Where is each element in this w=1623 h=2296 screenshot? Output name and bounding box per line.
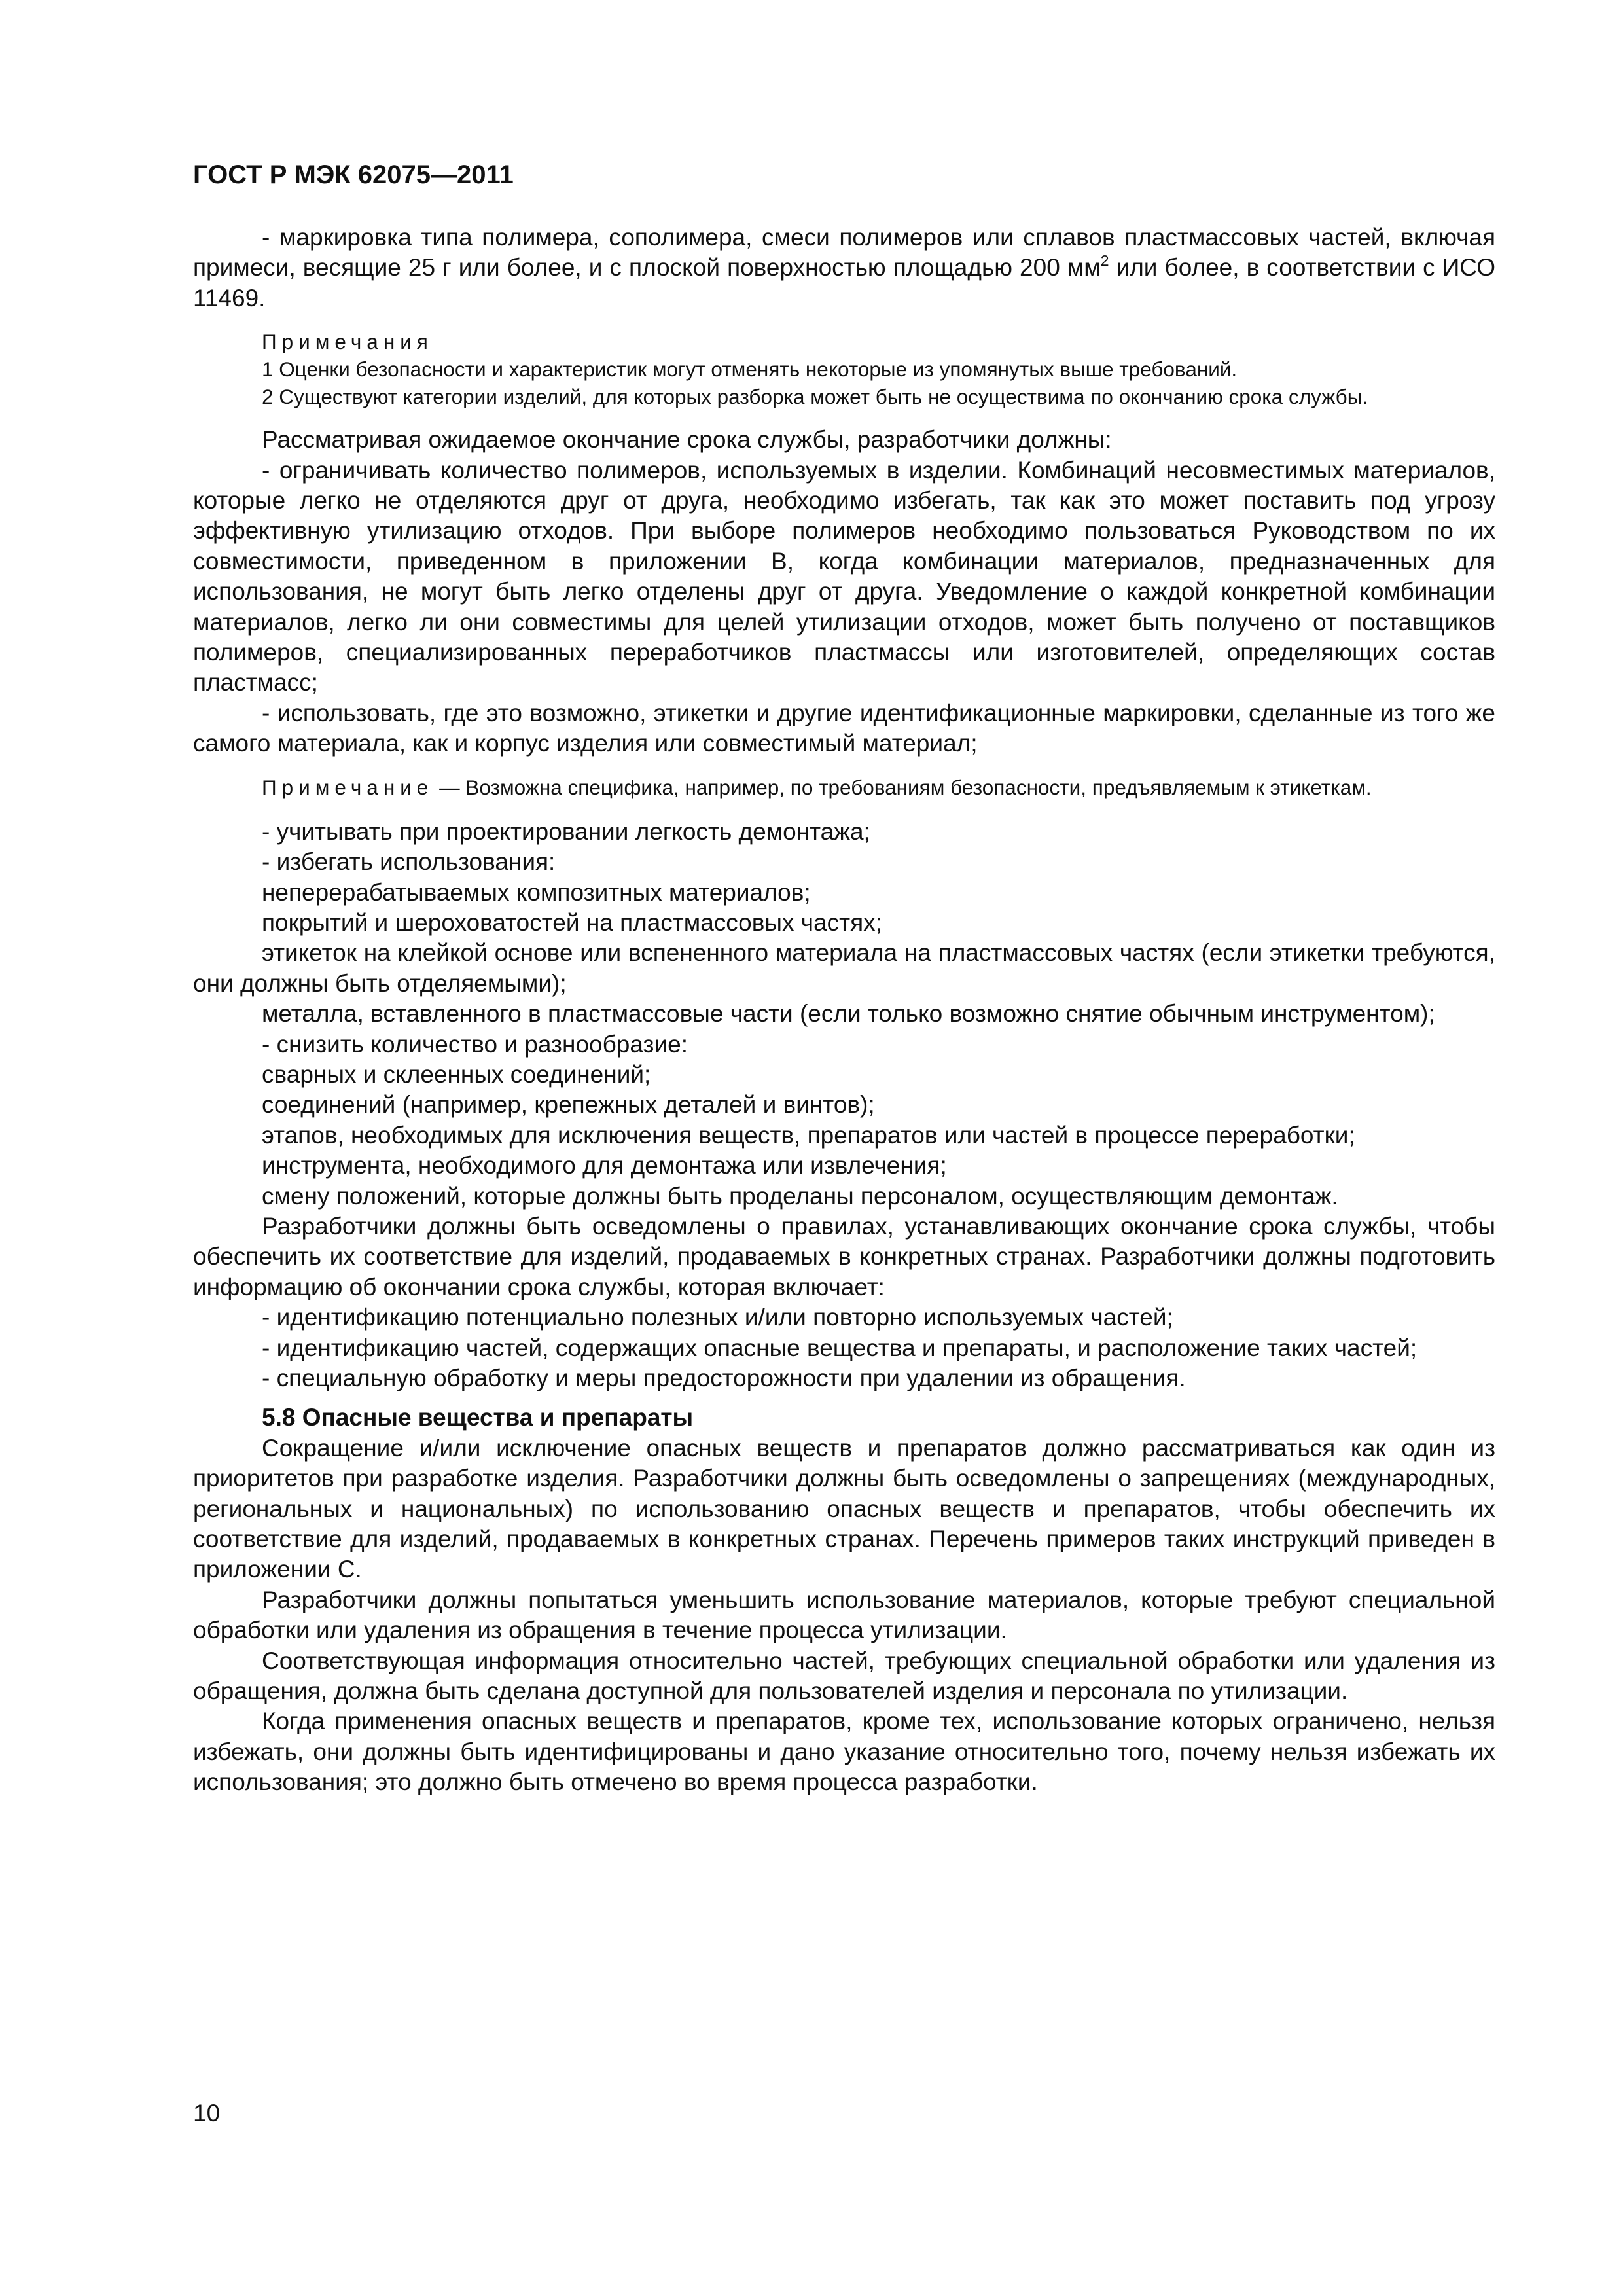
list-item: - идентификацию потенциально полезных и/или повторно используемых частей; — [262, 1304, 1173, 1331]
list-item: соединений (например, крепежных деталей и винтов); — [262, 1091, 875, 1119]
list-item: инструмента, необходимого для демонтажа или извлечения; — [262, 1152, 947, 1179]
list-item: неперерабатываемых композитных материалов; — [262, 878, 811, 906]
list-item: - специальную обработку и меры предосторожности при удалении из обращения. — [262, 1365, 1186, 1391]
document-header: ГОСТ Р МЭК 62075—2011 — [193, 160, 514, 189]
polymer-marking-tail: или более, в соответствии с ИСО 11469. — [193, 254, 1495, 312]
list-item: металла, вставленного в пластмассовые части (если только возможно снятие обычным инструментом); — [262, 1000, 1435, 1028]
list-item: - снизить количество и разнообразие: — [262, 1030, 688, 1058]
document-page — [193, 0, 1495, 2296]
section-paragraph: Разработчики должны попытаться уменьшить использование материалов, которые требуют специальной обработки или удаления из обращения в течение процесса утилизации. — [193, 1586, 1495, 1644]
limit-polymers-item: - ограничивать количество полимеров, используемых в изделии. Комбинаций несовместимых материалов, которые легко не отделяются друг от друга, необходимо избегать, так как это может поставить под угрозу эффективную утилизацию отходов. При выборе полимеров необходимо пользоваться Руководством по их совместимости, приведенном в приложении В, когда комбинации материалов, предназначенных для использования, не могут быть легко отделены друг от друга. Уведомление о каждой конкретной комбинации материалов, легко ли они совместимы для целей утилизации отходов, может быть получено от поставщиков полимеров, специализированных переработчиков пластмассы или изготовителей, определяющих состав пластмасс; — [193, 456, 1495, 696]
list-item: этапов, необходимых для исключения веществ, препаратов или частей в процессе переработки; — [262, 1121, 1355, 1149]
end-of-life-intro: Рассматривая ожидаемое окончание срока службы, разработчики должны: — [262, 426, 1112, 454]
note-label: Примечание — [262, 775, 434, 799]
list-item: покрытий и шероховатостей на пластмассовых частях; — [262, 908, 882, 936]
page-number: 10 — [193, 2100, 221, 2126]
notes-label: Примечания — [262, 330, 433, 354]
list-item: - учитывать при проектировании легкость демонтажа; — [262, 817, 870, 845]
design-requirements-list — [193, 817, 1495, 1394]
list-item: Разработчики должны быть осведомлены о правилах, устанавливающих окончание срока службы, чтобы обеспечить их соответствие для изделий, продаваемых в конкретных странах. Разработчики должны подготовить информацию об окончании срока службы, которая включает: — [193, 1212, 1495, 1300]
note-text: — Возможна специфика, например, по требованиям безопасности, предъявляемым к этикеткам. — [433, 775, 1372, 799]
polymer-marking-item — [193, 223, 1495, 314]
note-1: 1 Оценки безопасности и характеристик могут отменять некоторые из упомянутых выше требований. — [262, 357, 1238, 382]
list-item: смену положений, которые должны быть проделаны персоналом, осуществляющим демонтаж. — [262, 1182, 1338, 1210]
use-labels-item: - использовать, где это возможно, этикетки и другие идентификационные маркировки, сделанные из того же самого материала, как и корпус изделия или совместимый материал; — [193, 699, 1495, 757]
document-body — [193, 223, 1495, 1798]
list-item: сварных и склеенных соединений; — [262, 1060, 651, 1088]
note-2: 2 Существуют категории изделий, для которых разборка может быть не осуществима по окончанию срока службы. — [262, 385, 1368, 409]
polymer-marking-text: - маркировка типа полимера, сополимера, смеси полимеров или сплавов пластмассовых частей, включая примеси, весящие 25 г или более, и с плоской поверхностью площадью 200 мм — [193, 224, 1495, 281]
section-paragraph: Соответствующая информация относительно частей, требующих специальной обработки или удаления из обращения, должна быть сделана доступной для пользователей изделия и персонала по утилизации. — [193, 1647, 1495, 1705]
note-labels — [193, 774, 1495, 801]
section-heading: 5.8 Опасные вещества и препараты — [262, 1404, 694, 1431]
list-item: - идентификацию частей, содержащих опасные вещества и препараты, и расположение таких частей; — [262, 1334, 1418, 1361]
list-item: - избегать использования: — [262, 848, 556, 876]
section-paragraph: Когда применения опасных веществ и препаратов, кроме тех, использование которых ограничено, нельзя избежать, они должны быть идентифицированы и дано указание относительно того, почему нельзя избежать их использования; это должно быть отмечено во время процесса разработки. — [193, 1708, 1495, 1796]
superscript-2: 2 — [1100, 252, 1109, 270]
section-paragraph: Сокращение и/или исключение опасных веществ и препаратов должно рассматриваться как один из приоритетов при разработке изделия. Разработчики должны быть осведомлены о запрещениях (международных, региональных и национальных) по использованию опасных веществ и препаратов, чтобы обеспечить их соответствие для изделий, продаваемых в конкретных странах. Перечень примеров таких инструкций приведен в приложении С. — [193, 1434, 1495, 1583]
list-item: этикеток на клейкой основе или вспененного материала на пластмассовых частях (если этикетки требуются, они должны быть отделяемыми); — [193, 939, 1495, 997]
